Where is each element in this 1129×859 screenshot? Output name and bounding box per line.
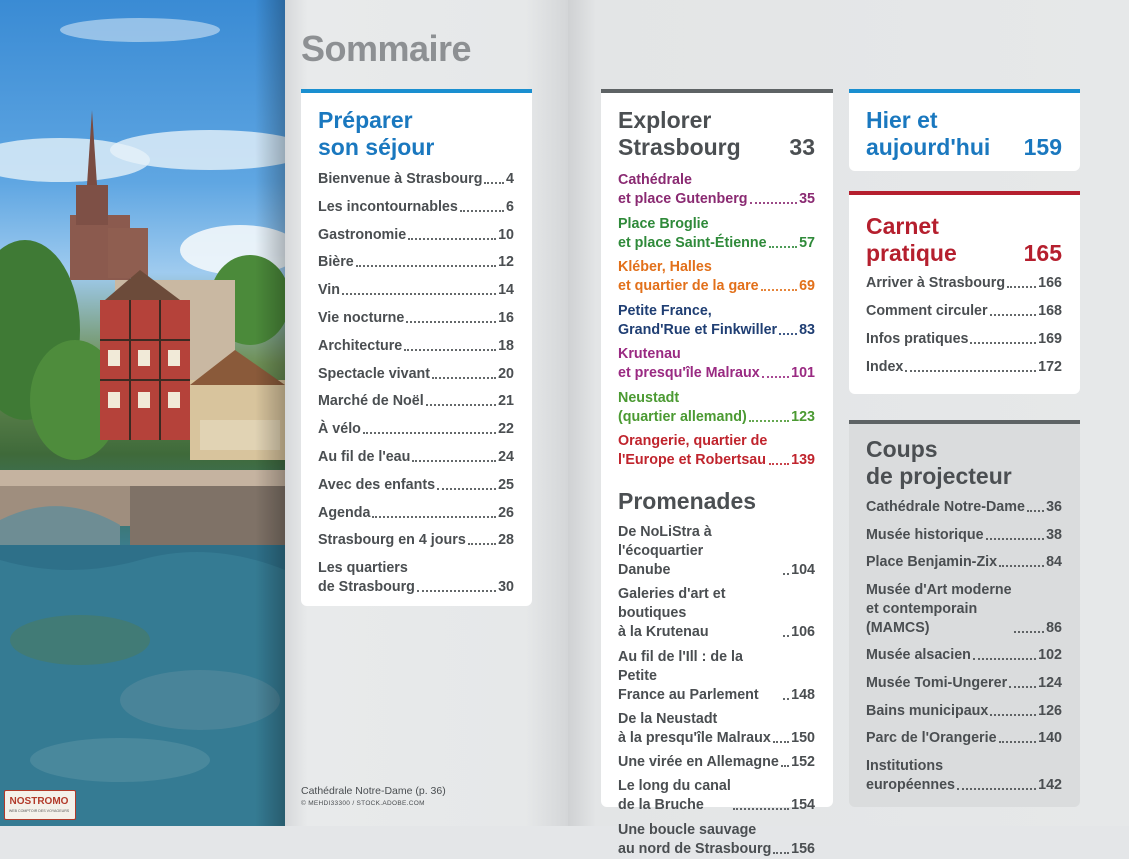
toc-entry-label: Architecture bbox=[318, 337, 403, 354]
dot-leader bbox=[973, 658, 1036, 660]
toc-entry-label: Une boucle sauvage au nord de Strasbourg bbox=[618, 821, 772, 857]
toc-entry-label: De la Neustadt à la presqu'île Malraux bbox=[618, 710, 771, 746]
toc-entry[interactable] bbox=[618, 585, 815, 642]
toc-entry-label: Musée alsacien bbox=[866, 647, 971, 664]
page-title: Sommaire bbox=[301, 28, 472, 69]
toc-entry-page: 20 bbox=[498, 365, 514, 382]
toc-entry-label: Neustadt (quartier allemand) bbox=[618, 389, 747, 425]
toc-entry-page: 18 bbox=[498, 337, 514, 354]
section-explorer bbox=[601, 89, 833, 857]
toc-entry[interactable] bbox=[618, 710, 815, 748]
page-gutter-shadow bbox=[255, 0, 285, 826]
toc-entry[interactable] bbox=[318, 253, 514, 272]
toc-entry-label: Institutions européennes bbox=[866, 757, 955, 793]
toc-entry-page: 126 bbox=[1038, 702, 1062, 719]
dot-leader bbox=[1027, 510, 1044, 512]
toc-entry[interactable] bbox=[318, 504, 514, 523]
toc-entry[interactable] bbox=[618, 523, 815, 580]
section-page-number[interactable]: 33 bbox=[789, 134, 815, 160]
dot-leader bbox=[781, 765, 789, 767]
section-carnet bbox=[849, 191, 1080, 394]
toc-entry-label: Musée d'Art moderne et contemporain (MAMCS) bbox=[866, 581, 1012, 636]
title-line: de projecteur bbox=[866, 463, 1012, 489]
toc-entry-label: Vie nocturne bbox=[318, 309, 405, 326]
toc-entry-page: 140 bbox=[1038, 730, 1062, 747]
toc-entry[interactable] bbox=[866, 702, 1062, 721]
toc-entry[interactable] bbox=[318, 420, 514, 439]
toc-entry-label: Marché de Noël bbox=[318, 393, 424, 410]
section-title-explorer bbox=[618, 107, 815, 161]
title-line: Hier et bbox=[866, 107, 938, 133]
toc-entry-page: 104 bbox=[791, 562, 815, 578]
toc-entry[interactable] bbox=[866, 302, 1062, 321]
toc-entry-page: 168 bbox=[1038, 303, 1062, 319]
dot-leader bbox=[426, 404, 496, 406]
dot-leader bbox=[749, 420, 789, 422]
toc-entry[interactable] bbox=[866, 581, 1062, 638]
dot-leader bbox=[773, 741, 789, 743]
toc-entry[interactable] bbox=[866, 358, 1062, 377]
dot-leader bbox=[356, 265, 496, 267]
toc-entry[interactable] bbox=[318, 392, 514, 411]
toc-entry-page: 24 bbox=[498, 448, 514, 465]
toc-entry-label: Bière bbox=[318, 254, 354, 271]
toc-list-promenades bbox=[618, 523, 815, 859]
toc-entry[interactable] bbox=[318, 226, 514, 245]
toc-entry-page: 152 bbox=[791, 754, 815, 771]
toc-entry-page: 69 bbox=[799, 278, 815, 294]
toc-entry-label: Au fil de l'eau bbox=[318, 448, 411, 465]
toc-entry-label: Musée Tomi-Ungerer bbox=[866, 674, 1008, 691]
section-coups bbox=[849, 420, 1080, 807]
toc-entry-page: 169 bbox=[1038, 331, 1062, 347]
section-page-number[interactable]: 159 bbox=[1023, 134, 1062, 160]
toc-entry-page: 124 bbox=[1038, 674, 1062, 691]
toc-entry-label: Le long du canal de la Bruche bbox=[618, 778, 731, 814]
toc-entry-page: 84 bbox=[1046, 554, 1062, 571]
svg-text:WEB COMPTOIR DES VOYAGEURS: WEB COMPTOIR DES VOYAGEURS bbox=[8, 809, 70, 813]
section-page-number[interactable]: 165 bbox=[1023, 240, 1062, 266]
toc-entry[interactable] bbox=[318, 365, 514, 384]
section-title-carnet bbox=[866, 213, 1062, 267]
toc-entry[interactable] bbox=[866, 757, 1062, 795]
toc-entry-label: Arriver à Strasbourg bbox=[866, 275, 1006, 291]
photo-credit: © MEHDI33300 / STOCK.ADOBE.COM bbox=[301, 800, 425, 807]
toc-entry-page: 172 bbox=[1038, 359, 1062, 375]
logo-wordmark bbox=[5, 791, 73, 817]
dot-leader bbox=[999, 565, 1044, 567]
toc-entry-label: Comment circuler bbox=[866, 303, 988, 319]
toc-entry[interactable] bbox=[318, 476, 514, 495]
toc-entry-label: Cathédrale Notre-Dame bbox=[866, 499, 1025, 515]
toc-entry-label: Cathédrale et place Gutenberg bbox=[618, 172, 748, 207]
dot-leader bbox=[783, 573, 789, 575]
title-line bbox=[866, 240, 1062, 267]
svg-text:NOSTROMO: NOSTROMO bbox=[9, 796, 69, 807]
toc-entry-label: Les incontournables bbox=[318, 198, 458, 215]
toc-entry-label: Krutenau et presqu'île Malraux bbox=[618, 346, 760, 381]
section-title-promenades: Promenades bbox=[618, 488, 757, 514]
toc-entry-label: Orangerie, quartier de l'Europe et Robertsau bbox=[618, 433, 768, 468]
toc-entry[interactable] bbox=[318, 531, 514, 550]
dot-leader bbox=[905, 370, 1036, 372]
toc-entry-label: Parc de l'Orangerie bbox=[866, 730, 997, 747]
toc-entry[interactable] bbox=[618, 753, 815, 772]
dot-leader bbox=[970, 342, 1036, 344]
toc-entry[interactable] bbox=[866, 526, 1062, 545]
toc-entry[interactable] bbox=[318, 448, 514, 467]
toc-entry-page: 21 bbox=[498, 393, 514, 410]
dot-leader bbox=[783, 635, 789, 637]
toc-entry-page: 102 bbox=[1038, 647, 1062, 664]
dot-leader bbox=[986, 538, 1045, 540]
toc-entry-page: 10 bbox=[498, 226, 514, 243]
toc-entry[interactable] bbox=[618, 821, 815, 859]
title-text: aujourd'hui bbox=[866, 134, 991, 160]
title-line: Préparer bbox=[318, 107, 413, 133]
dot-leader bbox=[733, 808, 789, 810]
dot-leader bbox=[460, 210, 504, 212]
toc-entry[interactable] bbox=[618, 215, 815, 253]
section-preparer bbox=[301, 89, 532, 606]
toc-entry[interactable] bbox=[866, 646, 1062, 665]
toc-entry-page: 166 bbox=[1038, 275, 1062, 291]
dot-leader bbox=[1007, 286, 1036, 288]
toc-entry-label: Place Broglie et place Saint-Étienne bbox=[618, 215, 767, 251]
toc-entry-label: Place Benjamin-Zix bbox=[866, 554, 998, 571]
toc-entry-label: Index bbox=[866, 359, 904, 375]
dot-leader bbox=[750, 202, 798, 204]
toc-entry-page: 150 bbox=[791, 729, 815, 746]
toc-entry-page: 154 bbox=[791, 797, 815, 814]
toc-entry-label: Kléber, Halles et quartier de la gare bbox=[618, 259, 759, 294]
section-title-hier bbox=[866, 107, 1062, 161]
toc-entry[interactable] bbox=[866, 674, 1062, 693]
toc-entry-label: Infos pratiques bbox=[866, 331, 969, 347]
title-line: Coups bbox=[866, 436, 938, 462]
toc-entry-page: 28 bbox=[498, 532, 514, 549]
toc-entry-label: Bains municipaux bbox=[866, 702, 989, 719]
toc-entry-page: 22 bbox=[498, 421, 514, 438]
dot-leader bbox=[406, 321, 496, 323]
toc-entry[interactable] bbox=[866, 553, 1062, 572]
toc-entry[interactable] bbox=[318, 559, 514, 597]
toc-list-preparer bbox=[318, 170, 514, 597]
toc-entry-label: Bienvenue à Strasbourg bbox=[318, 171, 483, 187]
photo-caption: Cathédrale Notre-Dame (p. 36) bbox=[301, 785, 446, 797]
toc-entry-label: De NoLiStra à l'écoquartier Danube bbox=[618, 524, 712, 578]
toc-entry-page: 6 bbox=[506, 198, 514, 215]
toc-entry-label: Spectacle vivant bbox=[318, 365, 431, 382]
dot-leader bbox=[783, 698, 789, 700]
title-line bbox=[866, 134, 1062, 161]
toc-entry-label: À vélo bbox=[318, 421, 361, 438]
toc-entry-page: 25 bbox=[498, 476, 514, 493]
dot-leader bbox=[761, 289, 797, 291]
toc-entry-page: 83 bbox=[799, 321, 815, 338]
toc-list-explorer bbox=[618, 171, 815, 470]
nostromo-logo bbox=[4, 790, 76, 820]
toc-entry-page: 106 bbox=[791, 624, 815, 641]
toc-entry-page: 123 bbox=[791, 408, 815, 425]
section-hier bbox=[849, 89, 1080, 171]
toc-entry[interactable] bbox=[866, 330, 1062, 349]
toc-entry-label: Les quartiers de Strasbourg bbox=[318, 560, 415, 596]
toc-list-coups bbox=[866, 498, 1062, 795]
toc-entry-label: Au fil de l'Ill : de la Petite France au Parlement bbox=[618, 648, 759, 703]
title-line bbox=[618, 134, 815, 161]
toc-entry-page: 156 bbox=[791, 840, 815, 857]
dot-leader bbox=[417, 590, 496, 592]
toc-entry-page: 36 bbox=[1046, 499, 1062, 515]
toc-entry[interactable] bbox=[618, 171, 815, 209]
dot-leader bbox=[432, 377, 496, 379]
title-text: Strasbourg bbox=[618, 134, 741, 160]
dot-leader bbox=[484, 182, 504, 184]
dot-leader bbox=[762, 376, 789, 378]
dot-leader bbox=[769, 246, 798, 248]
toc-entry-page: 101 bbox=[791, 365, 815, 381]
title-text: pratique bbox=[866, 240, 957, 266]
toc-entry[interactable] bbox=[618, 432, 815, 470]
title-line: Carnet bbox=[866, 213, 939, 239]
photo-illustration bbox=[0, 0, 285, 826]
toc-entry-page: 35 bbox=[799, 191, 815, 207]
toc-entry[interactable] bbox=[318, 198, 514, 217]
toc-entry-label: Une virée en Allemagne bbox=[618, 754, 779, 771]
toc-entry-label: Avec des enfants bbox=[318, 476, 436, 493]
dot-leader bbox=[769, 463, 789, 465]
toc-entry[interactable] bbox=[318, 309, 514, 328]
toc-entry-label: Agenda bbox=[318, 504, 371, 521]
dot-leader bbox=[437, 488, 496, 490]
dot-leader bbox=[990, 714, 1036, 716]
toc-entry-page: 26 bbox=[498, 504, 514, 521]
section-title-preparer bbox=[318, 107, 514, 161]
toc-entry[interactable] bbox=[318, 170, 514, 189]
section-title-coups bbox=[866, 436, 1062, 490]
toc-entry-page: 139 bbox=[791, 452, 815, 468]
dot-leader bbox=[408, 238, 496, 240]
toc-entry-label: Galeries d'art et boutiques à la Krutenau bbox=[618, 586, 726, 641]
dot-leader bbox=[404, 349, 496, 351]
toc-entry[interactable] bbox=[866, 498, 1062, 517]
dot-leader bbox=[412, 460, 496, 462]
dot-leader bbox=[773, 852, 789, 854]
toc-entry-page: 12 bbox=[498, 254, 514, 271]
toc-entry[interactable] bbox=[318, 281, 514, 300]
dot-leader bbox=[342, 293, 496, 295]
toc-entry-page: 14 bbox=[498, 282, 514, 299]
dot-leader bbox=[1009, 686, 1036, 688]
toc-entry-page: 16 bbox=[498, 309, 514, 326]
toc-entry-page: 148 bbox=[791, 686, 815, 703]
toc-entry[interactable] bbox=[618, 777, 815, 815]
toc-entry-page: 142 bbox=[1038, 776, 1062, 793]
toc-entry[interactable] bbox=[866, 274, 1062, 293]
dot-leader bbox=[779, 333, 797, 335]
toc-entry-label: Strasbourg en 4 jours bbox=[318, 532, 466, 549]
toc-entry-label: Gastronomie bbox=[318, 226, 407, 243]
dot-leader bbox=[372, 516, 496, 518]
toc-entry[interactable] bbox=[618, 345, 815, 383]
dot-leader bbox=[363, 432, 496, 434]
dot-leader bbox=[990, 314, 1037, 316]
toc-entry[interactable] bbox=[618, 258, 815, 296]
toc-entry-page: 38 bbox=[1046, 526, 1062, 543]
toc-entry-label: Petite France, Grand'Rue et Finkwiller bbox=[618, 302, 778, 338]
toc-entry[interactable] bbox=[618, 302, 815, 340]
dot-leader bbox=[999, 741, 1037, 743]
toc-entry[interactable] bbox=[618, 648, 815, 705]
toc-entry-page: 57 bbox=[799, 234, 815, 251]
toc-entry-page: 4 bbox=[506, 171, 514, 187]
strasbourg-photo bbox=[0, 0, 285, 826]
toc-entry-label: Vin bbox=[318, 282, 340, 299]
toc-entry-label: Musée historique bbox=[866, 526, 984, 543]
title-line: Explorer bbox=[618, 107, 712, 133]
toc-entry[interactable] bbox=[618, 389, 815, 427]
dot-leader bbox=[957, 788, 1036, 790]
toc-entry[interactable] bbox=[866, 729, 1062, 748]
title-line: son séjour bbox=[318, 134, 435, 160]
toc-list-carnet bbox=[866, 274, 1062, 377]
toc-entry[interactable] bbox=[318, 337, 514, 356]
toc-entry-page: 30 bbox=[498, 579, 514, 596]
dot-leader bbox=[1014, 631, 1044, 633]
toc-entry-page: 86 bbox=[1046, 619, 1062, 636]
dot-leader bbox=[468, 543, 496, 545]
